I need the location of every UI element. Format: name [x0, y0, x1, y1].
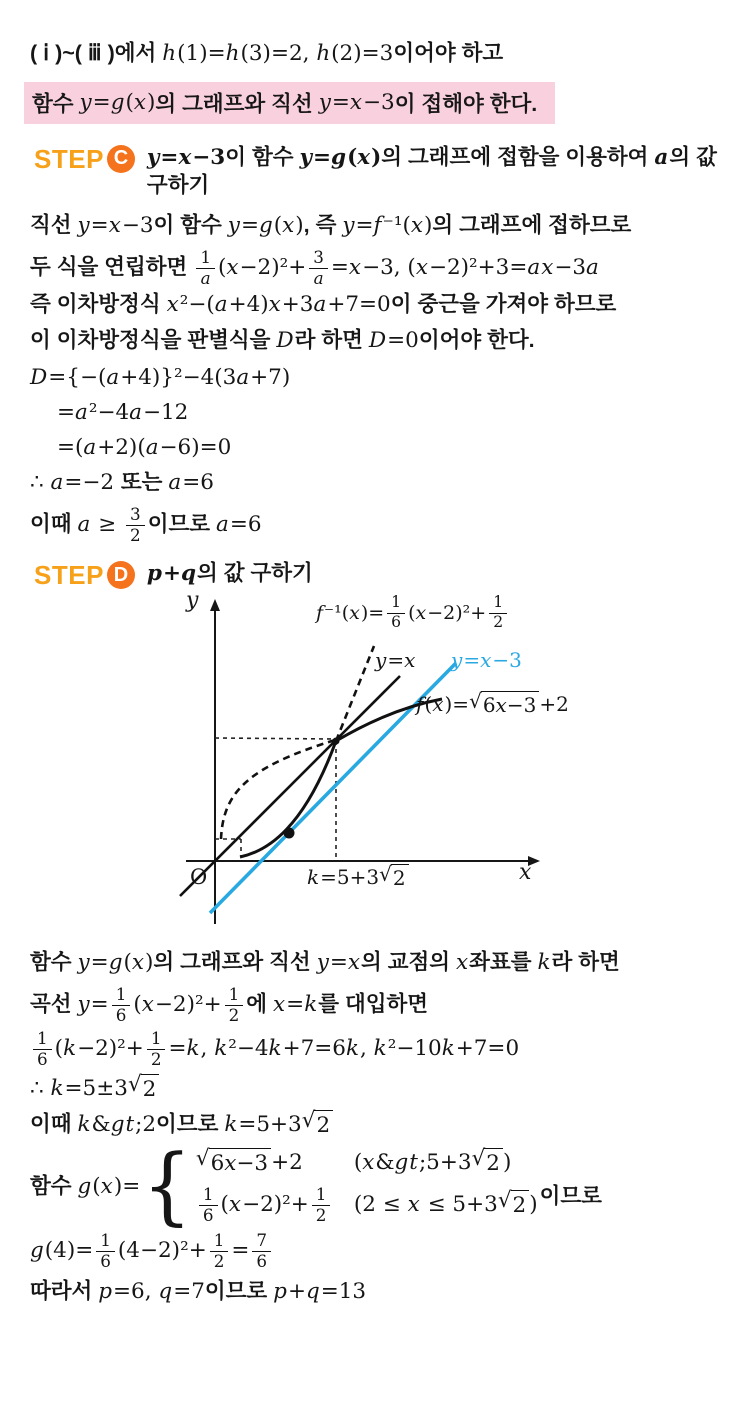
- step-d-title-line: p+q 의 값 구하기: [146, 561, 313, 587]
- solution-line-d8: 따라서 p=6, q=7 이므로 p+q=13: [30, 1279, 367, 1305]
- case-1-expression: √ 6x−3 +2: [195, 1146, 303, 1177]
- solution-line-c2: 두 식을 연립하면 $\frac{1}{a}$ (x−2)²+ $\frac{3}{a}$ =x−3, (x−2)²+3=ax−3a: [30, 246, 599, 288]
- graph-figure: [128, 588, 618, 937]
- solution-line-d3: $\frac{1}{6}$ (k−2)²+ $\frac{1}{2}$ =k, k²−4k+7=6k, k²−10k+7=0: [0, 1029, 743, 1069]
- curve-f-dashed: [221, 740, 335, 839]
- solution-line-d5: 이때 k&gt;2 이므로 k=5+3 √ 2: [0, 1110, 743, 1140]
- solution-line-d7: g(4)= $\frac{1}{6}$ (4−2)²+ $\frac{1}{2}$ = $\frac{7}{6}$: [0, 1231, 743, 1271]
- f-inverse-equation-label: f⁻¹(x)= $\frac{1}{6}$ (x−2)²+ $\frac{1}{2}$: [316, 594, 510, 631]
- piecewise-case-2: [196, 1185, 538, 1225]
- piecewise-cases: [196, 1148, 538, 1224]
- step-c-heading: [0, 144, 743, 200]
- step-d-heading: [0, 560, 743, 590]
- highlighted-conclusion-line: 함수 y=g(x) 의 그래프와 직선 y=x−3 이 접해야 한다.: [24, 82, 555, 124]
- piecewise-left: 함수 g(x)=: [30, 1173, 141, 1199]
- solution-line-c3: 즉 이차방정식 x²−(a+4)x+3a+7=0 이 중근을 가져야 하므로: [30, 292, 617, 318]
- piecewise-right: 이므로: [539, 1183, 602, 1208]
- solution-line-d1: 함수 y=g(x) 의 그래프와 직선 y=x 의 교점의 x 좌표를 k 라 하면: [30, 950, 620, 976]
- line-y-equals-x: [180, 676, 400, 896]
- step-d-badge-icon: D: [107, 561, 135, 589]
- intro-line-1: ( ⅰ )~( ⅲ )에서 h(1)=h(3)=2, h(2)=3 이어야 하고: [30, 41, 504, 66]
- solution-line-c7: =(a+2)(a−6)=0: [57, 435, 232, 461]
- step-c-title-line-2: 구하기: [146, 172, 210, 197]
- solution-line-c8: ∴ a=−2 또는 a=6: [30, 469, 214, 495]
- case-2-condition: (2 ≤ x ≤ 5+3 √ 2 ): [353, 1188, 538, 1219]
- step-c-title-line-1: y=x−3 이 함수 y=g(x) 의 그래프에 접함을 이용하여 a 의 값: [146, 144, 717, 170]
- case-1-condition: (x&gt;5+3 √ 2 ): [353, 1146, 512, 1177]
- step-d-title: [147, 560, 313, 588]
- piecewise-case-1: [196, 1148, 538, 1178]
- highlight-wrap: [0, 82, 743, 124]
- piecewise-definition: [0, 1137, 743, 1236]
- solution-line-c1: 직선 y=x−3 이 함수 y=g(x) , 즉 y=f⁻¹(x) 의 그래프에 접하므로: [30, 212, 632, 238]
- y-axis-label: y: [186, 588, 199, 614]
- curve-f-inverse-dashed: [336, 646, 374, 741]
- y-equals-x-minus-3-label: y=x−3: [451, 648, 522, 673]
- step-c-label: STEP: [34, 143, 104, 174]
- solution-line-c6: =a²−4a−12: [57, 400, 189, 426]
- y-equals-x-label: y=x: [375, 648, 416, 673]
- solution-line-d4: ∴ k=5±3 √ 2: [0, 1074, 743, 1104]
- intersection-point-dot: [333, 738, 340, 745]
- solution-line-d2: 곡선 y= $\frac{1}{6}$ (x−2)²+ $\frac{1}{2}$ 에 x=k 를 대입하면: [30, 984, 429, 1026]
- solution-line-c5: D={−(a+4)}²−4(3a+7): [30, 365, 291, 391]
- guide-horizontal-k: [215, 738, 335, 739]
- brace-icon: {: [142, 1137, 192, 1236]
- case-2-expression: $\frac{1}{6}$ (x−2)²+ $\frac{1}{2}$: [196, 1185, 354, 1225]
- f-equation-label: f(x)= √ 6x−3 +2: [416, 689, 569, 718]
- k-value-label: k=5+3 √ 2: [307, 864, 409, 890]
- y-axis-arrow-icon: [210, 599, 220, 611]
- step-c-title: [147, 144, 717, 200]
- x-axis-label: x: [519, 860, 532, 886]
- step-c-badge-icon: C: [107, 145, 135, 173]
- tangent-point-dot: [284, 828, 295, 839]
- origin-label: O: [190, 865, 208, 890]
- step-d-label: STEP: [34, 560, 104, 591]
- solution-line-c4: 이 이차방정식을 판별식을 D 라 하면 D=0 이어야 한다.: [30, 328, 535, 354]
- solution-line-c9: 이때 a ≥ $\frac{3}{2}$ 이므로 a=6: [30, 503, 262, 545]
